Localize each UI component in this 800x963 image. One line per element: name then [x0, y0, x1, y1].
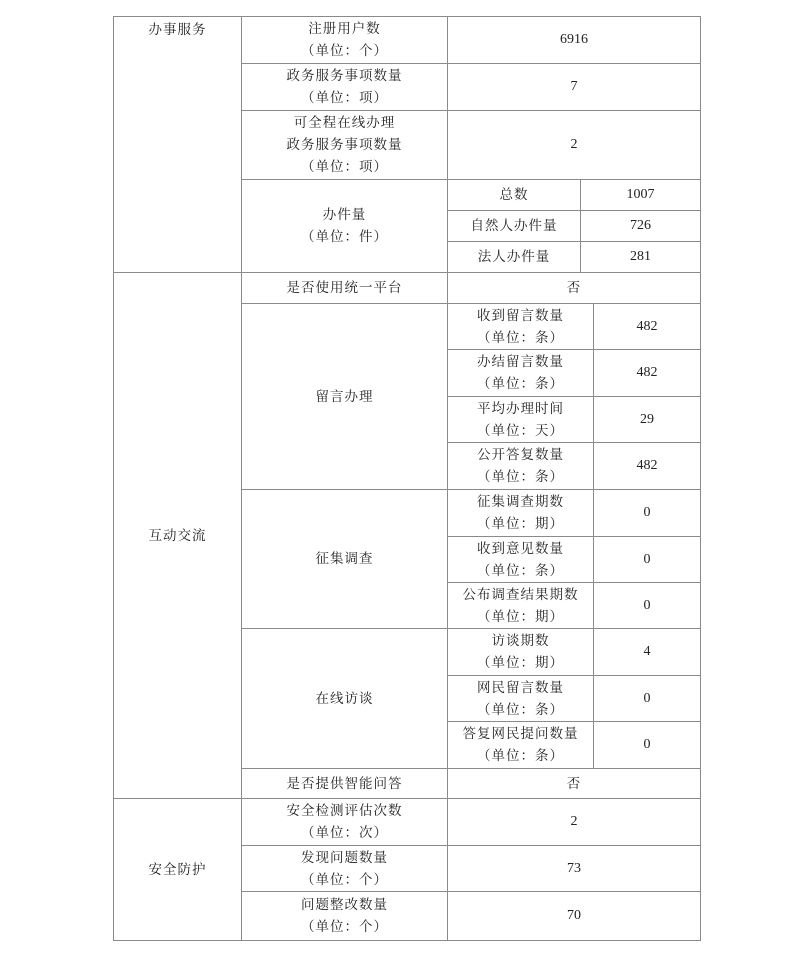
row-label-issues-found	[241, 845, 448, 892]
sub-label-text: 法人办件量	[477, 249, 551, 265]
value-text: 4	[643, 644, 651, 659]
sub-unit-text: （单位：期）	[477, 608, 564, 625]
value-messages-closed	[593, 349, 701, 397]
sub-unit-text: （单位：条）	[477, 701, 564, 718]
value-text: 73	[567, 860, 581, 876]
sub-unit-text: （单位：条）	[477, 748, 564, 764]
sub-label-text: 自然人办件量	[470, 218, 558, 234]
value-opinions-received	[593, 536, 701, 583]
value-messages-received	[593, 303, 701, 350]
value-avg-handling-time	[593, 396, 701, 443]
row-label-text: 是否提供智能问答	[286, 775, 403, 792]
value-text: 0	[643, 551, 651, 567]
sub-label-text: 公开答复数量	[477, 447, 564, 463]
sub-unit-text: （单位：条）	[477, 376, 564, 392]
value-text: 2	[570, 137, 578, 152]
sub-label-text: 公布调查结果期数	[462, 586, 579, 603]
value-smart-qa	[447, 768, 701, 799]
value-text: 0	[643, 505, 651, 520]
value-issues-found	[447, 845, 701, 892]
value-text: 2	[570, 814, 578, 829]
value-text: 否	[566, 775, 582, 792]
row-unit-text: （单位：件）	[301, 229, 388, 245]
sub-label-messages-closed	[447, 349, 594, 397]
sub-label-text: 收到意见数量	[477, 540, 564, 557]
row-label-text: 是否使用统一平台	[286, 280, 403, 296]
value-registered-users	[447, 16, 701, 64]
value-legal-person	[580, 241, 701, 273]
value-text: 1007	[626, 187, 655, 202]
value-issues-fixed	[447, 891, 701, 941]
sub-label-text: 收到留言数量	[477, 307, 564, 324]
value-text: 7	[570, 79, 578, 94]
value-unified-platform	[447, 272, 701, 304]
row-unit-text: （单位：个）	[301, 43, 388, 59]
value-interview-periods	[593, 628, 701, 676]
sub-label-text: 办结留言数量	[477, 354, 564, 370]
value-text: 0	[643, 690, 651, 706]
sub-label-natural-person	[447, 210, 581, 242]
sub-label-survey-periods	[447, 489, 594, 537]
sub-unit-text: （单位：条）	[477, 469, 564, 485]
row-label-text: 政务服务事项数量	[286, 68, 403, 84]
value-netizen-questions-answered	[593, 721, 701, 769]
row-label-text: 征集调查	[315, 551, 374, 567]
row-label-unified-platform	[241, 272, 448, 304]
sub-label-interview-periods	[447, 628, 594, 676]
value-text: 726	[630, 218, 651, 233]
sub-unit-text: （单位：期）	[477, 516, 564, 532]
section-label-interaction	[113, 272, 242, 799]
value-text: 482	[636, 318, 658, 334]
value-security-assessments	[447, 798, 701, 846]
value-survey-results-published	[593, 582, 701, 629]
section-label-text: 办事服务	[148, 22, 207, 38]
value-survey-periods	[593, 489, 701, 537]
row-label-text: 问题整改数量	[301, 897, 388, 913]
sub-unit-text: （单位：条）	[477, 329, 564, 346]
row-label-message-handling	[241, 303, 448, 490]
value-text: 281	[630, 249, 651, 264]
row-unit-text: （单位：个）	[301, 871, 388, 888]
row-label-survey	[241, 489, 448, 629]
value-text: 0	[643, 737, 651, 752]
sub-label-netizen-messages	[447, 675, 594, 722]
row-label-text: 留言办理	[315, 388, 374, 405]
row-label-text: 办件量	[322, 207, 367, 223]
sub-label-survey-results-published	[447, 582, 594, 629]
row-label-security-assessments	[241, 798, 448, 846]
value-text: 482	[636, 458, 658, 473]
row-label-text: 注册用户数	[308, 21, 381, 37]
row-unit-text: （单位：项）	[301, 159, 388, 175]
row-label-text: 发现问题数量	[301, 849, 388, 866]
sub-label-public-replies	[447, 442, 594, 490]
sub-label-netizen-questions-answered	[447, 721, 594, 769]
value-text: 0	[643, 597, 651, 613]
row-label-issues-fixed	[241, 891, 448, 941]
sub-label-text: 网民留言数量	[477, 679, 564, 696]
sub-label-text: 平均办理时间	[477, 400, 564, 417]
value-public-replies	[593, 442, 701, 490]
row-label-text: 在线访谈	[315, 690, 374, 707]
row-label-text: 安全检测评估次数	[286, 803, 403, 819]
sub-label-text: 总数	[499, 187, 529, 203]
value-text: 482	[636, 365, 658, 380]
row-label-text: 可全程在线办理	[293, 115, 396, 131]
value-text: 70	[567, 908, 581, 923]
section-label-security	[113, 798, 242, 941]
sub-label-total	[447, 179, 581, 211]
sub-label-messages-received	[447, 303, 594, 350]
value-text: 29	[640, 411, 654, 427]
row-label-text-2: 政务服务事项数量	[286, 137, 403, 153]
sub-label-legal-person	[447, 241, 581, 273]
value-service-items	[447, 63, 701, 111]
value-online-service-items	[447, 110, 701, 180]
sub-label-avg-handling-time	[447, 396, 594, 443]
sub-unit-text: （单位：天）	[477, 422, 564, 439]
value-total	[580, 179, 701, 211]
section-label-text: 安全防护	[148, 861, 207, 878]
sub-label-text: 答复网民提问数量	[462, 726, 579, 742]
row-label-online-service-items	[241, 110, 448, 180]
sub-label-opinions-received	[447, 536, 594, 583]
row-label-service-items	[241, 63, 448, 111]
row-label-case-volume	[241, 179, 448, 273]
row-unit-text: （单位：次）	[301, 825, 388, 841]
sub-label-text: 征集调查期数	[477, 494, 564, 510]
row-label-smart-qa	[241, 768, 448, 799]
value-netizen-messages	[593, 675, 701, 722]
sub-unit-text: （单位：期）	[477, 655, 564, 671]
row-unit-text: （单位：个）	[301, 919, 388, 935]
section-label-text: 互动交流	[148, 527, 207, 544]
row-unit-text: （单位：项）	[301, 90, 388, 106]
section-label-service	[113, 16, 242, 273]
value-natural-person	[580, 210, 701, 242]
sub-label-text: 访谈期数	[491, 633, 550, 649]
sub-unit-text: （单位：条）	[477, 562, 564, 579]
row-label-registered-users	[241, 16, 448, 64]
value-text: 6916	[560, 32, 588, 47]
value-text: 否	[566, 280, 582, 296]
row-label-online-interview	[241, 628, 448, 769]
